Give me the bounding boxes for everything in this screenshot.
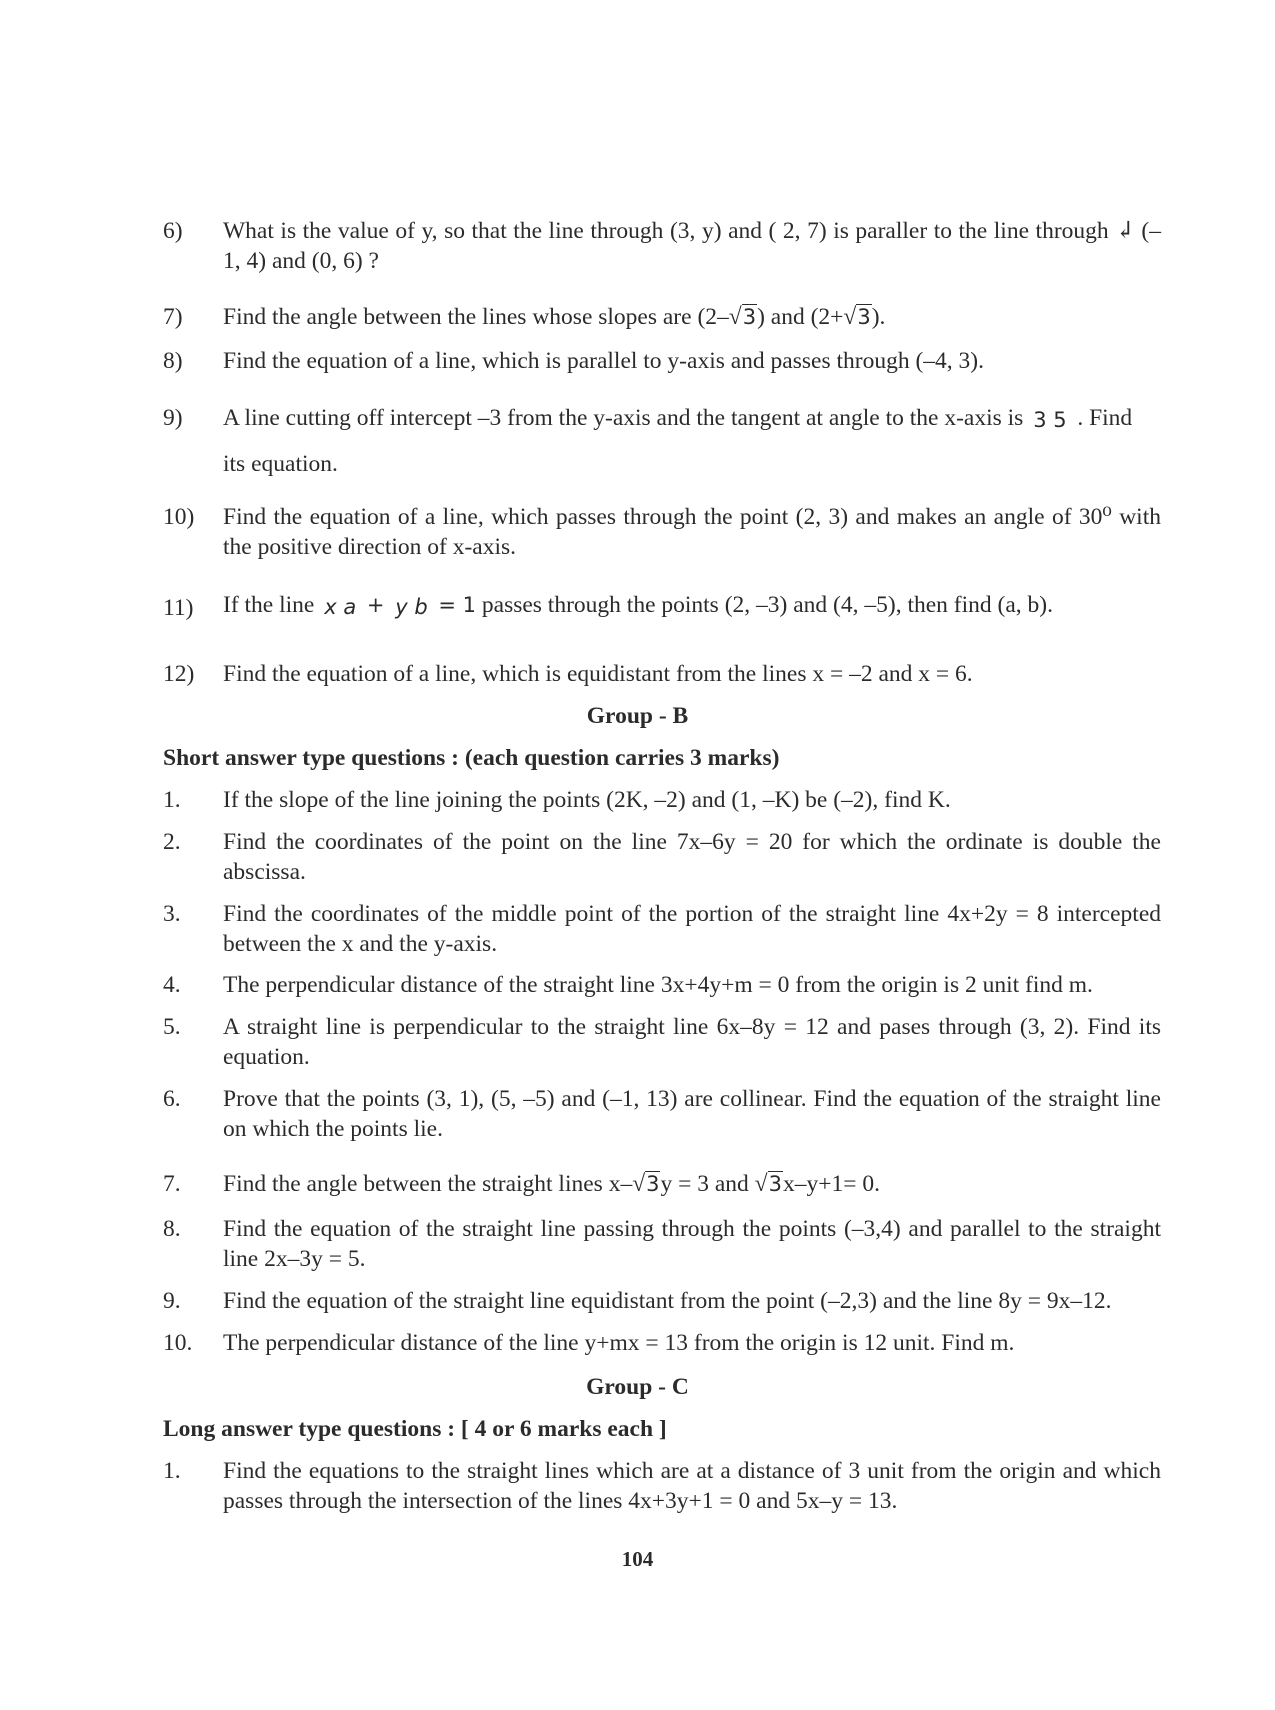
question-number: 8) — [163, 348, 183, 374]
question-text: Find the equation of the straight line passing through the points (–3,4) and parallel to the straight line 2x–3y = 5. — [223, 1216, 1161, 1272]
radicand: 3 — [646, 1172, 660, 1196]
question-number: 5. — [163, 1014, 181, 1040]
question-text: What is the value of y, so that the line through (3, y) and ( 2, 7) is paraller to the line through ↲ (–1, 4) and (0, 6) ? — [223, 218, 1161, 274]
question-text-continued: its equation. — [223, 451, 338, 477]
question-number: 1. — [163, 1458, 181, 1484]
question-text: Find the angle between the lines whose slopes are (2–√3) and (2+√3). — [223, 304, 886, 330]
question-text: The perpendicular distance of the line y+mx = 13 from the origin is 12 unit. Find m. — [223, 1330, 1015, 1356]
question-text: Find the equation of a line, which passes through the point (2, 3) and makes an angle of 30⁰ with the positive direction of x-axis. — [223, 504, 1161, 560]
question-number: 9. — [163, 1288, 181, 1314]
question-text: The perpendicular distance of the straight line 3x+4y+m = 0 from the origin is 2 unit find m. — [223, 972, 1093, 998]
radicand: 3 — [742, 305, 757, 329]
question-number: 9) — [163, 405, 183, 431]
question-number: 8. — [163, 1216, 181, 1242]
question-text: Find the equation of a line, which is equidistant from the lines x = –2 and x = 6. — [223, 661, 973, 687]
question-text: Find the equation of a line, which is parallel to y-axis and passes through (–4, 3). — [223, 348, 984, 374]
sqrt-symbol: √ — [843, 304, 857, 330]
question-number: 2. — [163, 829, 181, 855]
question-text: Prove that the points (3, 1), (5, –5) and (–1, 13) are collinear. Find the equation of the straight line on which the points lie. — [223, 1086, 1161, 1142]
group-c-title: Group - C — [586, 1374, 689, 1400]
question-text: A line cutting off intercept –3 from the y-axis and the tangent at angle to the x-axis is 3 5 . Find — [223, 405, 1133, 432]
question-text: If the line x a + y b = 1 passes through the points (2, –3) and (4, –5), then find (a, b). — [223, 592, 1053, 619]
question-number: 1. — [163, 787, 181, 813]
group-c-heading: Long answer type questions : [ 4 or 6 marks each ] — [163, 1416, 667, 1442]
sqrt-symbol: √ — [728, 304, 742, 330]
question-number: 6. — [163, 1086, 181, 1112]
question-text: Find the equations to the straight lines which are at a distance of 3 unit from the origin and which passes through the intersection of the lines 4x+3y+1 = 0 and 5x–y = 13. — [223, 1458, 1161, 1514]
question-number: 12) — [163, 661, 195, 687]
question-number: 6) — [163, 218, 183, 244]
question-number: 11) — [163, 595, 194, 621]
question-text: Find the coordinates of the middle point of the portion of the straight line 4x+2y = 8 intercepted between the x and the y-axis. — [223, 901, 1161, 957]
fraction: 3 5 — [1033, 407, 1067, 432]
question-number: 7. — [163, 1171, 181, 1197]
fraction: x a — [324, 594, 357, 619]
page-number: 104 — [621, 1547, 654, 1571]
question-text: Find the equation of the straight line equidistant from the point (–2,3) and the line 8y = 9x–12. — [223, 1288, 1112, 1314]
question-number: 4. — [163, 972, 181, 998]
question-number: 7) — [163, 304, 183, 330]
radicand: 3 — [857, 305, 871, 329]
question-text: A straight line is perpendicular to the straight line 6x–8y = 12 and pases through (3, 2). Find its equation. — [223, 1014, 1161, 1070]
question-text: If the slope of the line joining the points (2K, –2) and (1, –K) be (–2), find K. — [223, 787, 951, 813]
sqrt-symbol: √ — [754, 1171, 768, 1197]
sqrt-symbol: √ — [632, 1171, 646, 1197]
question-text: Find the coordinates of the point on the line 7x–6y = 20 for which the ordinate is double the abscissa. — [223, 829, 1161, 885]
radicand: 3 — [768, 1172, 782, 1196]
group-b-heading: Short answer type questions : (each question carries 3 marks) — [163, 745, 780, 771]
group-b-title: Group - B — [586, 703, 689, 729]
question-number: 3. — [163, 901, 181, 927]
fraction: y b — [395, 594, 428, 619]
question-number: 10) — [163, 504, 195, 530]
question-text: Find the angle between the straight lines x–√3y = 3 and √3x–y+1= 0. — [223, 1171, 880, 1197]
question-number: 10. — [163, 1330, 193, 1356]
